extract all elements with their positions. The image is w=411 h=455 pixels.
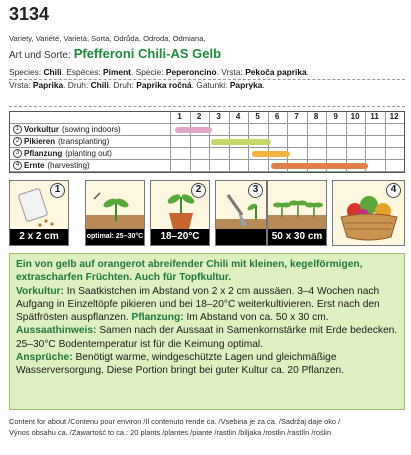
month-number: 1 [177, 112, 182, 121]
step-number: 2 [191, 183, 206, 198]
name-part: Pekoča paprika [245, 67, 307, 77]
intro-text: Ein von gelb auf orangerot abreifender Chili mit kleinen, kegelförmigen, extrascharfen Früchten. Auch für Topfkultur. [16, 259, 363, 284]
ansprueche-text: Benötigt warme, windgeschützte Lagen und gleichmäßige Wasserversorgung. Diese Portion bringt bei guter Kultur ca. 20 Pflanzen. [16, 352, 345, 377]
variety-name: Pfefferoni Chili-AS Gelb [73, 46, 222, 61]
bar-ernte [271, 163, 368, 169]
aussaat-heading: Aussaathinweis: [16, 325, 97, 337]
name-part: Papryka [229, 80, 263, 90]
divider [9, 79, 405, 80]
name-part: . [306, 67, 309, 77]
vorkultur-heading: Vorkultur: [16, 285, 64, 297]
pictogram-planting [215, 180, 267, 246]
description-box [9, 253, 405, 410]
pictogram-harvest [332, 180, 405, 246]
footer-line-2: Výnos obsahu ca. /Zawartość to ca.: 20 plants /plantes /piante /rastlin /biljaka /rostlin /rastlín /roślin [9, 428, 332, 437]
step-number: 3 [13, 149, 22, 158]
aussaat-text: Samen nach der Aussaat in Samenkornstärke mit Erde bedecken. 25–30°C Bodentemperatur ist für die Keimung optimal. [16, 325, 398, 350]
month-number: 11 [370, 112, 379, 121]
month-number: 2 [196, 112, 202, 121]
calendar-row-pflanzung [10, 148, 404, 160]
name-part: . Espèces: [61, 67, 104, 77]
bar-pflanzung [252, 151, 290, 157]
plant-spacing-icon [268, 181, 327, 231]
name-part: Vrsta: [9, 80, 33, 90]
step-label: Vorkultur [24, 125, 59, 134]
step-note: (planting out) [65, 149, 112, 158]
month-number: 9 [333, 112, 338, 121]
name-part: Peperoncino [165, 67, 217, 77]
variety-languages-line: Variety, Variété, Varietà, Sorta, Odrůda, Odroda, Odmiana, [9, 34, 206, 43]
footer-line-1: Content for about /Contenu pour environ /Il contenuto rende ca. /Vsebina je za ca. /Sadržaj daje oko / [9, 417, 341, 426]
product-code: 3134 [9, 4, 50, 24]
name-part: Paprika ročná [136, 80, 192, 90]
species-line-2 [9, 79, 405, 92]
step-label: Pflanzung [24, 149, 63, 158]
month-number: 6 [274, 112, 280, 121]
calendar-label [13, 137, 109, 146]
variety-title [9, 46, 221, 61]
month-number: 3 [216, 112, 221, 121]
pictogram-spacing [267, 180, 327, 246]
ansprueche-heading: Ansprüche: [16, 352, 73, 364]
month-number: 4 [235, 112, 241, 121]
bar-pikieren [211, 139, 271, 145]
content-footer [9, 416, 405, 438]
name-part: . Vrsta: [216, 67, 246, 77]
species-line-1 [9, 66, 405, 79]
name-part: . Specie: [130, 67, 166, 77]
step-number: 3 [248, 183, 263, 198]
calendar-label [13, 125, 121, 134]
name-part: . Gatunki: [191, 80, 230, 90]
seedling-icon [86, 181, 145, 231]
step-label: Ernte [24, 161, 45, 170]
pictogram-caption [216, 229, 266, 245]
pictogram-sowing [9, 180, 69, 246]
month-number: 7 [294, 112, 299, 121]
pictogram-germination [85, 180, 145, 246]
name-part: Chili [90, 80, 109, 90]
name-part: . [262, 80, 265, 90]
vorkultur-text: In Saatkistchen im Abstand von 2 x 2 cm aussäen. 3–4 Wochen nach Aufgang in Einzeltöpfe pikieren und bei 18–20°C weiterkultivieren. Erst nach den Spätfrösten auspflanzen. [16, 285, 380, 324]
pictogram-caption: 18–20°C [151, 229, 209, 245]
step-number: 1 [13, 125, 22, 134]
name-part: Paprika [32, 80, 64, 90]
calendar-row-pikieren [10, 136, 404, 148]
name-part: Piment [103, 67, 131, 77]
pictogram-potting [150, 180, 210, 246]
step-number: 4 [13, 161, 22, 170]
name-part: . Druh: [108, 80, 137, 90]
name-part: . Druh: [63, 80, 91, 90]
pictogram-caption: optimal: 25–30°C [86, 229, 144, 245]
month-number: 8 [313, 112, 319, 121]
divider [9, 106, 405, 107]
month-number: 5 [255, 112, 260, 121]
calendar-label [13, 149, 112, 158]
step-number: 4 [386, 183, 401, 198]
sowing-calendar [9, 111, 405, 173]
step-number: 1 [50, 183, 65, 198]
pictogram-caption: 2 x 2 cm [10, 229, 68, 245]
pictogram-caption: 50 x 30 cm [268, 229, 326, 245]
art-label: Art und Sorte: [9, 50, 71, 61]
step-note: (harvesting) [47, 161, 90, 170]
calendar-header-row [10, 112, 404, 124]
pflanzung-text: Im Abstand von ca. 50 x 30 cm. [183, 312, 329, 324]
step-note: (transplanting) [58, 137, 110, 146]
step-label: Pikieren [24, 137, 56, 146]
step-note: (sowing indoors) [61, 125, 121, 134]
pflanzung-heading: Pflanzung: [131, 312, 184, 324]
calendar-label [13, 161, 90, 170]
month-number: 12 [389, 112, 399, 121]
step-number: 2 [13, 137, 22, 146]
name-part: Chili [43, 67, 62, 77]
name-part: Species: [9, 67, 44, 77]
bar-vorkultur [175, 127, 212, 133]
month-number: 10 [350, 112, 360, 121]
